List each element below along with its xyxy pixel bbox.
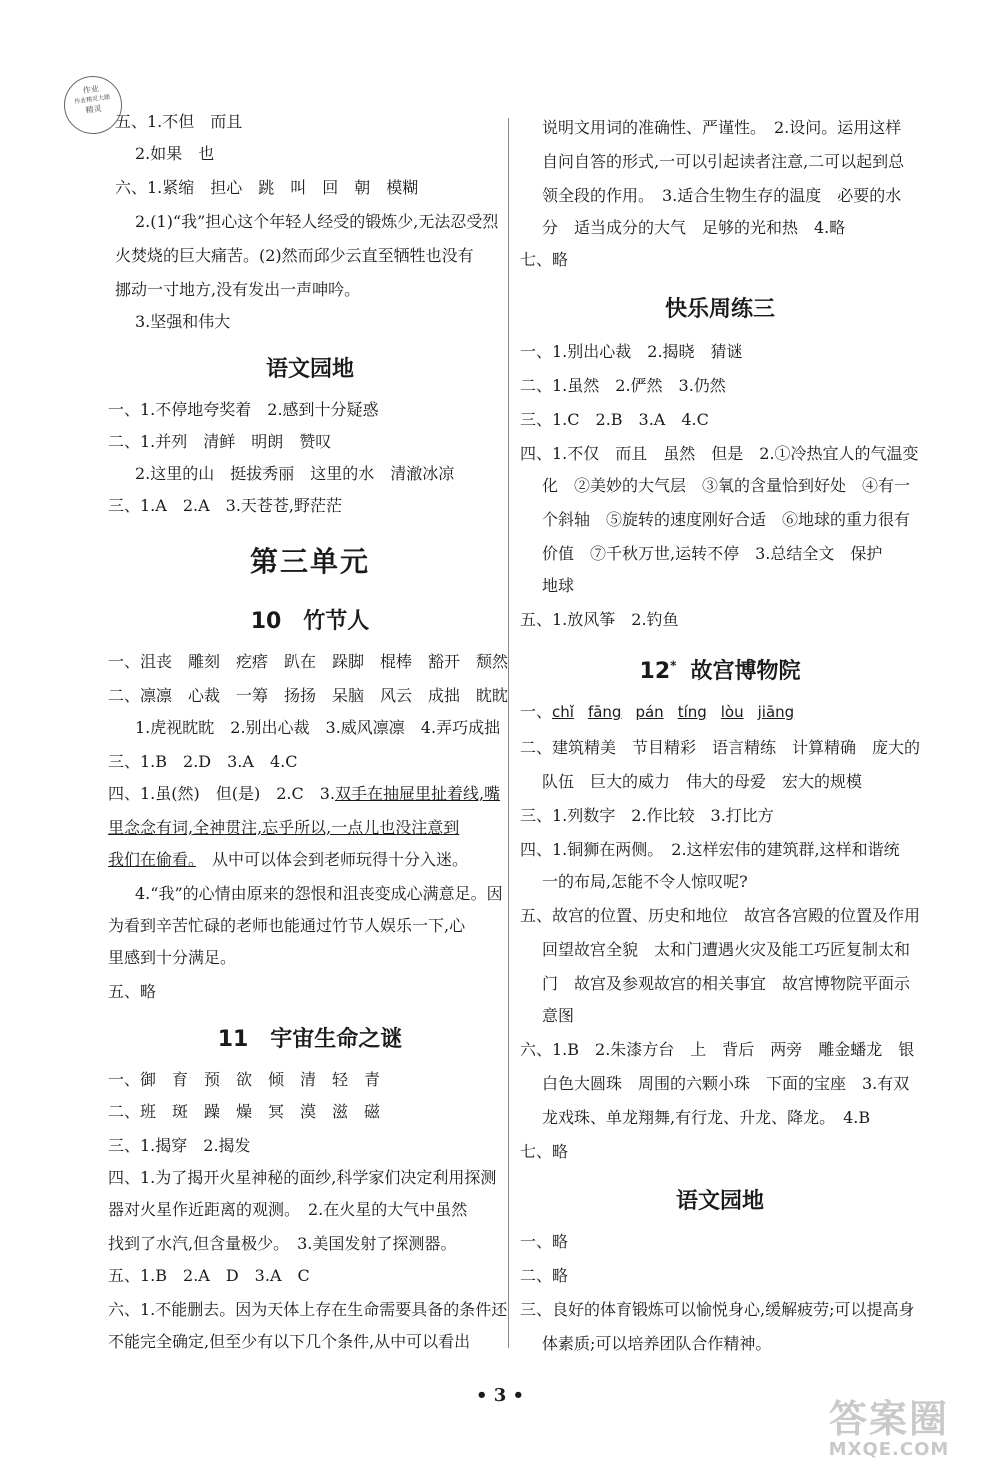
answer-line: 说明文用词的准确性、严谨性。 2.设问。运用这样 <box>542 118 902 137</box>
stamp-line: 作业精灵大题 <box>73 93 111 106</box>
answer-line: 三、1.揭穿 2.揭发 <box>108 1136 251 1155</box>
answer-line: 一、御 育 预 欲 倾 清 轻 青 <box>108 1070 381 1089</box>
section-heading: 快乐周练三 <box>664 297 775 322</box>
underlined-text: 双手在抽屉里扯着线,嘴 <box>335 784 501 803</box>
answer-line: 自问自答的形式,一可以引起读者注意,二可以起到总 <box>542 152 905 171</box>
answer-line: 二、凛凛 心裁 一筹 扬扬 呆脑 风云 成拙 眈眈 <box>108 686 509 705</box>
answer-line: 3.坚强和伟大 <box>135 312 231 331</box>
answer-line: 五、1.不但 而且 <box>115 112 243 131</box>
underlined-text: 我们在偷看。 <box>108 850 197 869</box>
answer-line: 2.如果 也 <box>135 144 215 163</box>
pinyin-blank: chǐ <box>552 703 574 721</box>
answer-line: 五、1.B 2.A D 3.A C <box>108 1266 310 1285</box>
answer-line: 领全段的作用。 3.适合生物生存的温度 必要的水 <box>542 186 902 205</box>
answer-line: 门 故宫及参观故宫的相关事宜 故宫博物院平面示 <box>542 974 911 993</box>
answer-line: 火焚烧的巨大痛苦。(2)然而邱少云直至牺牲也没有 <box>115 246 474 265</box>
watermark-logo <box>794 1398 984 1464</box>
answer-line: 1.虎视眈眈 2.别出心裁 3.威风凛凛 4.弄巧成拙 <box>135 718 501 737</box>
answer-line: 2.这里的山 挺拔秀丽 这里的水 清澈冰凉 <box>135 464 455 483</box>
answer-line <box>108 850 468 870</box>
answer-line: 一、1.别出心裁 2.揭晓 猜谜 <box>520 342 743 361</box>
answer-line: 龙戏珠、单龙翔舞,有行龙、升龙、降龙。 4.B <box>542 1108 871 1127</box>
column-divider <box>508 118 509 1348</box>
answer-line: 里感到十分满足。 <box>108 948 237 967</box>
answer-line: 四、1.不仅 而且 虽然 但是 2.①冷热宜人的气温变 <box>520 444 919 463</box>
answer-line: 白色大圆珠 周围的六颗小珠 下面的宝座 3.有双 <box>542 1074 910 1093</box>
stamp-line: 精灵 <box>85 103 103 116</box>
answer-line: 六、1.紧缩 担心 跳 叫 回 朝 模糊 <box>115 178 419 197</box>
lesson-heading: 11 宇宙生命之谜 <box>217 1027 403 1052</box>
answer-line: 回望故宫全貌 太和门遭遇火灾及能工巧匠复制太和 <box>542 940 911 959</box>
answer-line: 七、略 <box>520 250 569 269</box>
optional-mark: * <box>670 658 677 673</box>
answer-line: 三、1.C 2.B 3.A 4.C <box>520 410 709 429</box>
answer-line: 体素质;可以培养团队合作精神。 <box>542 1334 772 1353</box>
answer-line: 七、略 <box>520 1142 569 1161</box>
stamp-line: 作业 <box>82 84 100 96</box>
section-heading: 语文园地 <box>675 1189 764 1214</box>
answer-line: 地球 <box>542 576 575 595</box>
answer-line: 三、1.B 2.D 3.A 4.C <box>108 752 298 771</box>
lesson-heading: 10 竹节人 <box>250 609 370 634</box>
pinyin-blank: pán <box>635 703 664 721</box>
lesson-title: 故宫博物院 <box>690 659 801 684</box>
unit-heading: 第三单元 <box>249 545 370 578</box>
answer-line: 一、略 <box>520 1232 569 1251</box>
underlined-text: 里念念有词,全神贯注,忘乎所以,一点儿也没注意到 <box>108 818 460 837</box>
answer-line: 价值 ⑦千秋万世,运转不停 3.总结全文 保护 <box>542 544 883 563</box>
answer-line: 化 ②美妙的大气层 ③氧的含量恰到好处 ④有一 <box>542 476 911 495</box>
section-heading: 语文园地 <box>265 357 354 382</box>
answer-line: 五、故宫的位置、历史和地位 故宫各宫殿的位置及作用 <box>520 906 921 925</box>
answer-text: 从中可以体会到老师玩得十分入迷。 <box>196 850 469 869</box>
lesson-heading <box>510 654 930 685</box>
answer-line: 一、沮丧 雕刻 疙瘩 趴在 跺脚 棍棒 豁开 颓然 <box>108 652 509 671</box>
pinyin-blank: jiāng <box>757 703 795 721</box>
answer-line: 挪动一寸地方,没有发出一声呻吟。 <box>115 280 361 299</box>
answer-line: 四、1.铜狮在两侧。 2.这样宏伟的建筑群,这样和谐统 <box>520 840 900 859</box>
watermark-url: MXQE.COM <box>828 1439 950 1460</box>
answer-line: 不能完全确定,但至少有以下几个条件,从中可以看出 <box>108 1332 471 1351</box>
answer-line: 二、略 <box>520 1266 569 1285</box>
pinyin-blank: fāng <box>587 703 622 721</box>
lesson-number: 12 <box>639 659 671 684</box>
watermark-text: 答案圈 <box>828 1397 949 1441</box>
answer-line: 六、1.不能删去。因为天体上存在生命需要具备的条件还 <box>108 1300 508 1319</box>
answer-line: 队伍 巨大的威力 伟大的母爱 宏大的规模 <box>542 772 863 791</box>
answer-line: 个斜轴 ⑤旋转的速度刚好合适 ⑥地球的重力很有 <box>542 510 911 529</box>
answer-line: 五、1.放风筝 2.钓鱼 <box>520 610 679 629</box>
answer-line: 二、班 斑 躁 燥 冥 漠 滋 磁 <box>108 1102 381 1121</box>
answer-line: 二、建筑精美 节目精彩 语言精练 计算精确 庞大的 <box>520 738 921 757</box>
answer-line: 二、1.并列 清鲜 明朗 赞叹 <box>108 432 332 451</box>
answer-line: 三、良好的体育锻炼可以愉悦身心,缓解疲劳;可以提高身 <box>520 1300 915 1319</box>
answer-line: 找到了水汽,但含量极少。 3.美国发射了探测器。 <box>108 1234 457 1253</box>
answer-line: 三、1.列数字 2.作比较 3.打比方 <box>520 806 774 825</box>
page-number: • 3 • <box>475 1385 525 1406</box>
answer-line: 器对火星作近距离的观测。 2.在火星的大气中虽然 <box>108 1200 468 1219</box>
answer-line: 六、1.B 2.朱漆方台 上 背后 两旁 雕金蟠龙 银 <box>520 1040 915 1059</box>
answer-line: 一、1.不停地夸奖着 2.感到十分疑惑 <box>108 400 379 419</box>
answer-line: 2.(1)“我”担心这个年轻人经受的锻炼少,无法忍受烈 <box>135 212 499 231</box>
answer-line: 五、略 <box>108 982 157 1001</box>
answer-line: 意图 <box>542 1006 575 1025</box>
answer-line <box>520 702 794 722</box>
answer-text: 四、1.虽(然) 但(是) 2.C 3. <box>108 784 336 803</box>
pinyin-blank: lòu <box>720 703 744 721</box>
answer-line: 4.“我”的心情由原来的怨恨和沮丧变成心满意足。因 <box>135 884 503 903</box>
answer-line: 二、1.虽然 2.俨然 3.仍然 <box>520 376 726 395</box>
answer-line: 三、1.A 2.A 3.天苍苍,野茫茫 <box>108 496 342 515</box>
pinyin-blank: tíng <box>677 703 707 721</box>
answer-line <box>108 784 500 804</box>
answer-line: 四、1.为了揭开火星神秘的面纱,科学家们决定利用探测 <box>108 1168 497 1187</box>
answer-line: 为看到辛苦忙碌的老师也能通过竹节人娱乐一下,心 <box>108 916 466 935</box>
answer-text: 一、 <box>520 702 553 721</box>
answer-line: 一的布局,怎能不令人惊叹呢? <box>542 872 748 891</box>
answer-line: 分 适当成分的大气 足够的光和热 4.略 <box>542 218 846 237</box>
